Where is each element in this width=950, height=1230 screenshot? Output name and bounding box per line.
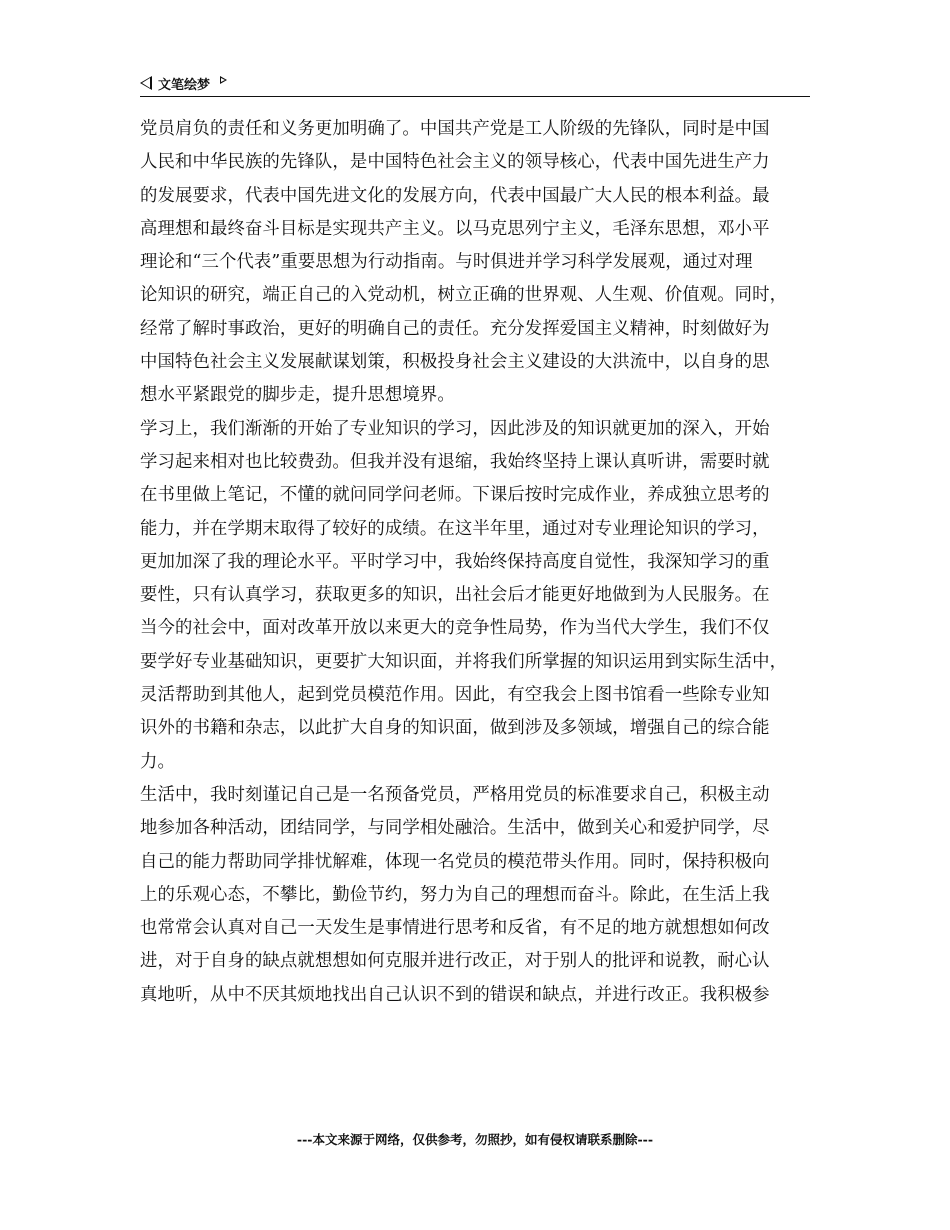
text-line: 中国特色社会主义发展献谋划策，积极投身社会主义建设的大洪流中，以自身的思 (140, 352, 770, 373)
text-line: 灵活帮助到其他人，起到党员模范作用。因此，有空我会上图书馆看一些除专业知 (140, 685, 770, 706)
text-line: 要性，只有认真学习，获取更多的知识，出社会后才能更好地做到为人民服务。在 (140, 585, 770, 606)
page-header (140, 70, 810, 96)
text-line: 自己的能力帮助同学排忧解难，体现一名党员的模范带头作用。同时，保持积极向 (140, 851, 770, 872)
text-line: 识外的书籍和杂志，以此扩大自身的知识面，做到涉及多领域，增强自己的综合能 (140, 718, 770, 739)
header-title: 文笔绘梦 (158, 77, 211, 93)
text-line: 要学好专业基础知识，更要扩大知识面，并将我们所掌握的知识运用到实际生活中， (140, 651, 788, 672)
triangle-right-outline-icon (220, 76, 227, 84)
triangle-left-outline-icon (140, 76, 152, 90)
text-line: 党员肩负的责任和义务更加明确了。中国共产党是工人阶级的先锋队，同时是中国 (140, 119, 770, 139)
text-line: 当今的社会中，面对改革开放以来更大的竞争性局势，作为当代大学生，我们不仅 (140, 618, 770, 639)
text-line: 力。 (140, 751, 175, 772)
text-line: 地参加各种活动，团结同学，与同学相处融洽。生活中，做到关心和爱护同学，尽 (140, 818, 770, 839)
text-line: 的发展要求，代表中国先进文化的发展方向，代表中国最广大人民的根本利益。最 (140, 185, 770, 206)
header-divider (140, 96, 810, 97)
text-line: 进，对于自身的缺点就想想如何克服并进行改正，对于别人的批评和说教，耐心认 (140, 951, 770, 972)
text-line: 更加加深了我的理论水平。平时学习中，我始终保持高度自觉性，我深知学习的重 (140, 551, 770, 572)
text-line: 论知识的研究，端正自己的入党动机，树立正确的世界观、人生观、价值观。同时， (140, 285, 788, 306)
text-line: 经常了解时事政治，更好的明确自己的责任。充分发挥爱国主义精神，时刻做好为 (140, 318, 770, 339)
text-line: 理论和“三个代表”重要思想为行动指南。与时俱进并学习科学发展观，通过对理 (140, 252, 753, 273)
text-line: 上的乐观心态，不攀比，勤俭节约，努力为自己的理想而奋斗。除此，在生活上我 (140, 884, 770, 905)
body-text (140, 113, 810, 1012)
text-line: 真地听，从中不厌其烦地找出自己认识不到的错误和缺点，并进行改正。我积极参 (140, 984, 770, 1005)
text-line: 在书里做上笔记，不懂的就问同学问老师。下课后按时完成作业，养成独立思考的 (140, 485, 770, 506)
text-line: 人民和中华民族的先锋队，是中国特色社会主义的领导核心，代表中国先进生产力 (140, 152, 770, 173)
text-line: 生活中，我时刻谨记自己是一名预备党员，严格用党员的标准要求自己，积极主动 (140, 784, 770, 805)
text-line: 学习起来相对也比较费劲。但我并没有退缩，我始终坚持上课认真听讲，需要时就 (140, 451, 770, 472)
page-footer-disclaimer: ---本文来源于网络，仅供参考，勿照抄，如有侵权请联系删除--- (296, 1132, 654, 1147)
text-line: 也常常会认真对自己一天发生是事情进行思考和反省，有不足的地方就想想如何改 (140, 918, 770, 939)
text-line: 学习上，我们渐渐的开始了专业知识的学习，因此涉及的知识就更加的深入，开始 (140, 418, 770, 439)
text-line: 高理想和最终奋斗目标是实现共产主义。以马克思列宁主义，毛泽东思想，邓小平 (140, 218, 770, 239)
text-line: 能力，并在学期末取得了较好的成绩。在这半年里，通过对专业理论知识的学习， (140, 518, 770, 539)
text-line: 想水平紧跟党的脚步走，提升思想境界。 (140, 385, 455, 406)
